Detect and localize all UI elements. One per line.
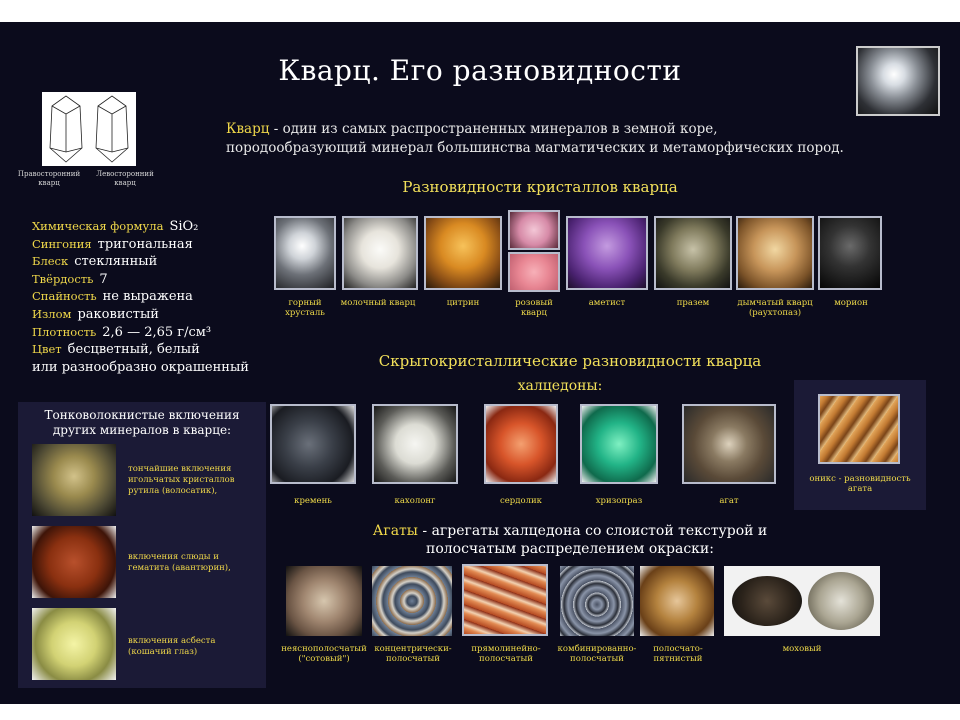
chalcedony-label: кремень	[294, 496, 332, 506]
diagram-caption-right: Правосторонний кварц	[17, 170, 81, 187]
intro-highlight: Кварц	[226, 121, 270, 137]
onyx-photo	[818, 394, 900, 464]
inclusion-text-cats-eye: включения асбеста (кошачий глаз)	[128, 636, 216, 657]
rutilated-quartz-photo	[32, 444, 116, 516]
agate-photo-concentric	[372, 566, 452, 636]
crystal-photo-amethyst	[566, 216, 648, 290]
property-row: Химическая формула SiO₂	[32, 219, 199, 234]
agate-label: неяснополосчатый ("сотовый")	[281, 644, 367, 664]
quartz-cluster-photo	[856, 46, 940, 116]
crystal-photo-citrine	[424, 216, 502, 290]
chalcedony-label: хризопраз	[595, 496, 643, 506]
inclusions-title-line1: Тонковолокнистые включения	[44, 408, 240, 422]
crystal-label: аметист	[588, 298, 626, 308]
chalcedony-subheading: халцедоны:	[517, 378, 603, 394]
agate-label: комбинированно-полосчатый	[557, 644, 637, 664]
crystal-diagram	[42, 92, 136, 166]
moss-agate-slice	[808, 572, 874, 630]
property-row: Цвет бесцветный, белый	[32, 342, 200, 358]
crystal-drawing-icon	[42, 92, 136, 166]
crystals-heading: Разновидности кристаллов кварца	[402, 178, 678, 196]
inclusion-text-aventurine: включения слюды и гематита (авантюрин),	[128, 552, 231, 573]
agate-photo-linear	[462, 564, 548, 636]
crystal-label: розовый кварц	[515, 298, 553, 318]
property-row: Твёрдость 7	[32, 271, 108, 287]
agate-label: концентрически-полосчатый	[374, 644, 452, 664]
crystal-photo-prase	[654, 216, 732, 290]
aventurine-photo	[32, 526, 116, 598]
crystal-label: дымчатый кварц (раухтопаз)	[737, 298, 813, 318]
agate-photo-moss	[724, 566, 880, 636]
moss-agate-piece	[732, 576, 802, 626]
agate-label: моховый	[782, 644, 822, 654]
properties-list	[32, 218, 292, 376]
crystal-label: празем	[676, 298, 710, 308]
intro-line1: - один из самых распространенных минералов в земной коре,	[269, 121, 718, 137]
onyx-label: оникс - разновидность агата	[809, 474, 911, 494]
property-row: Плотность 2,6 — 2,65 г/см³	[32, 324, 212, 340]
agates-heading-line2: полосчатым распределением окраски:	[426, 541, 714, 557]
crystal-label: морион	[834, 298, 868, 308]
chalcedony-photo-carnelian	[484, 404, 558, 484]
crystal-label: горный хрусталь	[285, 298, 325, 318]
cats-eye-photo	[32, 608, 116, 680]
crystal-photo-smoky-quartz	[736, 216, 814, 290]
intro-text	[226, 120, 916, 158]
chalcedony-photo-flint	[270, 404, 356, 484]
crystal-photo-morion	[818, 216, 882, 290]
slide	[0, 22, 960, 704]
property-row: Излом раковистый	[32, 306, 159, 322]
inclusions-title-line2: других минералов в кварце:	[52, 423, 232, 437]
chalcedony-photo-agate	[682, 404, 776, 484]
agates-heading-line1: - агрегаты халцедона со слоистой текстурой и	[417, 523, 768, 539]
crystal-photo-rose-quartz-bottom	[508, 252, 560, 292]
agate-label: полосчато-пятнистый	[653, 644, 703, 664]
onyx-panel	[794, 380, 926, 510]
chalcedony-label: сердолик	[500, 496, 542, 506]
agate-photo-banded-spotted	[640, 566, 714, 636]
chalcedony-photo-cacholong	[372, 404, 458, 484]
inclusion-text-rutile: тончайшие включения игольчатых кристаллов рутила (волосатик),	[128, 464, 235, 496]
crystal-photo-rose-quartz-top	[508, 210, 560, 250]
agate-photo-honeycomb	[286, 566, 362, 636]
page-title: Кварц. Его разновидности	[278, 54, 682, 87]
inclusions-panel	[18, 402, 266, 688]
chalcedony-label: агат	[719, 496, 739, 506]
agates-heading	[310, 522, 830, 558]
crystal-label: цитрин	[446, 298, 480, 308]
agates-highlight: Агаты	[372, 523, 418, 539]
chalcedony-photo-chrysoprase	[580, 404, 658, 484]
crystal-photo-rock-crystal	[274, 216, 336, 290]
chalcedony-label: кахолонг	[394, 496, 436, 506]
property-row: Спайность не выражена	[32, 289, 193, 305]
property-row: Сингония тригональная	[32, 236, 193, 252]
crystal-label: молочный кварц	[340, 298, 416, 308]
crystal-photo-milky-quartz	[342, 216, 418, 290]
intro-line2: породообразующий минерал большинства магматических и метаморфических пород.	[226, 140, 844, 156]
agate-label: прямолинейно-полосчатый	[471, 644, 541, 664]
diagram-caption-left: Левосторонний кварц	[96, 170, 154, 187]
cryptocrystalline-heading: Скрытокристаллические разновидности кварца	[378, 352, 762, 370]
agate-photo-combined	[560, 566, 634, 636]
property-extra: или разнообразно окрашенный	[32, 359, 249, 375]
property-row: Блеск стеклянный	[32, 254, 158, 270]
